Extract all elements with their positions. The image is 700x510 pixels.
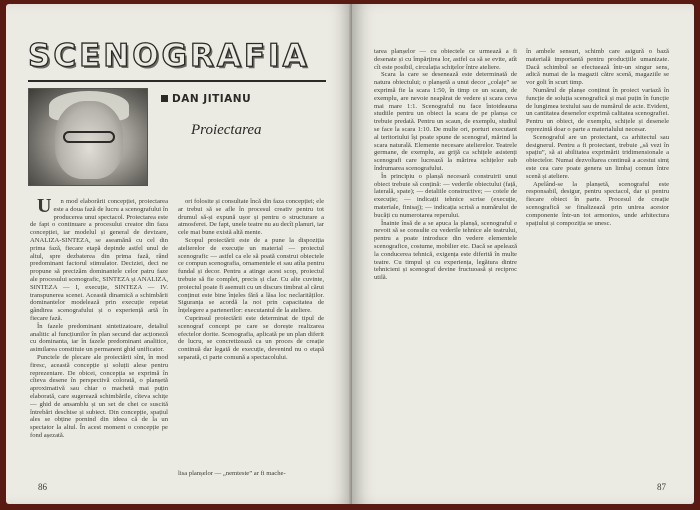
article-subtitle: Proiectarea xyxy=(191,122,262,138)
paragraph: ori folosite și consultate încă din faza concepției; ele ar trebui să se afle în procesul creativ pentru tot drumul să-și expună ușor și pentru o structurare a atmosferei. De fapt, unele teatre nu au decît planuri, iar cele mai bune există altă mente. xyxy=(178,198,324,237)
right-column-1 xyxy=(374,48,517,476)
paragraph: Scenograful are un proiectant, ca arhitectul sau designerul. Pentru a fi proiectant, trebuie „să vezi în spațiu”, să ai abilitatea exprimării tridimensionale a obiectelor. Numai dezvoltarea continuă a acestui simț este cea care poate genera un limbaj comun între scenă și ateliere. xyxy=(526,133,669,180)
article-title: SCENOGRAFIA xyxy=(28,38,310,74)
paragraph: Numărul de planșe conținut în proiect variază în funcție de soluția scenografică și mai puțin în funcție de lungimea textului sau de numărul de acte. Evident, un cantitatea desenelor exprimă calitatea scenografiei. Pentru un obiect, de exemplu, schițele și desenele reprezintă doar o parte a materialului necesar. xyxy=(526,86,669,133)
author-name: DAN JITIANU xyxy=(172,93,252,105)
paragraph: în ambele sensuri, schimb care asigură o bază materială importantă pentru producțiile umanizate. Dacă schimbul se efectuează într-un singur sens, adică numai de la magazii către scenă, magaziile se vor goli în scurt timp. xyxy=(526,48,669,87)
portrait-glasses xyxy=(63,131,115,143)
paragraph: În principiu o planșă necesară construirii unui obiect trebuie să conțină: — vederile obiectului (față, laterală, spate); — detaliile constructive; — cotele de execuție; — indicații tehnice scrise (execuție, materiale, finisaj); — indicația scrisă a numărului de bucăți cu numerotarea reperului. xyxy=(374,172,517,219)
left-column-1 xyxy=(30,198,168,476)
square-bullet-icon xyxy=(161,95,168,102)
open-book xyxy=(6,4,694,504)
page-number-left: 86 xyxy=(38,482,47,492)
author-portrait xyxy=(28,88,148,186)
paragraph-text: n mod elaborării concepției, proiectarea este a doua fază de lucru a scenografului în producerea unui spectacol. Proiectarea este de fapt o continuare a procesului creator din faza concepției, iar modelul și general de devizare, ANALIZA-SINTEZA, se aseamănă cu cel din prima fază, fiecare etapă depinde astfel unul de altul, spre dezbaterea din prima fază, rând predominant factorul stimulator. Deciziei, deci ne propune să precizăm dominantele celor patru faze ale procesului scenografic, SINTEZA și ANALIZA, SINTEZA — I, execuție, SINTEZA — IV. transpunerea scenei. Această dinamică a schimbării dominantelor modelează prin execuție repetat gândirea scenografului și o experiență artă în fiecare fază. xyxy=(30,198,168,322)
paragraph: tarea planșelor — cu obiectele ce urmează a fi desenate și cu împărțirea lor, astfel ca să se evite, atît cît este posibil, circulația schițelor între ateliere. xyxy=(374,48,517,71)
left-column-2 xyxy=(178,198,324,468)
paragraph: Înainte însă de a se apuca la planșă, scenograful e nevoit să se consulte cu vederile tehnice ale teatrului, pentru a poate introduce din vedere elementele scenografice, costume, mobilier etc. Dacă se apelează la conducerea tehnică, exigența este diferită în multe teatre. Cu timpul și cu experiența, legătura dintre tehnicieni și scenograf devine fructuoasă și reciproc utilă. xyxy=(374,219,517,282)
author-byline xyxy=(161,93,251,105)
left-column-2-footer xyxy=(178,470,324,479)
paragraph: Cuprinsul proiectării este determinat de tipul de scenograf concept pe care se dorește realizarea efectelor dorite. Scenografia, aplicată pe un plan diferit de lucru, se concretizează ca un proces de creație continuă dar legată de execuție, devenind nu o etapă separată, ci parte comună a spectacolului. xyxy=(178,314,324,361)
paragraph xyxy=(30,198,168,323)
drop-cap: U xyxy=(37,198,52,217)
paragraph: Scara la care se desenează este determinată de natura obiectului; o planșetă a unui decor „colaje” se exprimă fie la scara 1:50, în timp ce un scaun, de exemplu, are nevoie neapărat de vedere și scara ceva mai mare 1:1. Scenograful nu face întotdeauna studiile pentru un obiect la scara de pe planșa ce trebuie predată. Pentru un scaun, de exemplu, studiul se face la scara 1:10. De multe ori, porturi executant al teritoriului își poate spune de scenograf, mărind la scara naturală. Elemente necesare atelierelor. Teatrele germane, de exemplu, au grijă ca schițele asistenți scenografi care lucrează la mărirea schițelor sub îndrumarea scenografului. xyxy=(374,71,517,172)
paragraph: Punctele de plecare ale proiectării sînt, în mod firesc, această concepție și soluții alese pentru reprezentare. De obicei, concepția se exprimă în cîteva desene în perspectivă colorată, o planșetă aproximativă sau chiar o machetă mai puțin elaborată, care sugerează schimbările, cîteva schițe — ghid de ansamblu și un set de chei ce suscită întrebări deschise și subiect. Din concepție, spațiul ales se obține pornind din ideea că de la un spectator la altul. În acest moment o concepție pe fond așezată. xyxy=(30,353,168,439)
left-page xyxy=(6,4,352,504)
page-number-right: 87 xyxy=(657,482,666,492)
title-underline xyxy=(28,80,326,82)
right-page xyxy=(352,4,694,504)
paragraph: Scopul proiectării este de a pune la dispoziția atelierelor de execuție un material — proiectul scenografic — astfel ca ele să poată construi obiectele ce compun scenografia, ornamentele ei sau atîta pentru fundal și decor. Pentru a atinge acest scop, proiectul trebuie să fie complet, precis și clar. Cu alte cuvinte, proiectul poate fi asemuit cu un discurs timbrat al cărui conținut este bine înțeles fără a lăsa loc neclarităților. Siguranța se acordă la noi prin capacitatea de înțelegere a partenerilor: executantul de la ateliere. xyxy=(178,236,324,315)
paragraph: Apelând-se la planșetă, scenograful este responsabil, desigur, pentru spectacol, dar și pentru fiecare obiect în parte. Procesul de creație scenografică se finalizează prin unirea acestor componente într-un tot armonios, unde arhitectura spațiului și compoziția se unesc. xyxy=(526,180,669,227)
right-column-2 xyxy=(526,48,669,476)
paragraph: lisa planșelor — „nemteste” ar fi mache- xyxy=(178,470,286,477)
paragraph: În fazele predominant sintetizatoare, detaliul analitic al funcțiunilor în plan secund dar acționeză cu dominanta, iar în fazele predominant analitice, asimilarea constituie un permanent ghid unificator. xyxy=(30,322,168,354)
